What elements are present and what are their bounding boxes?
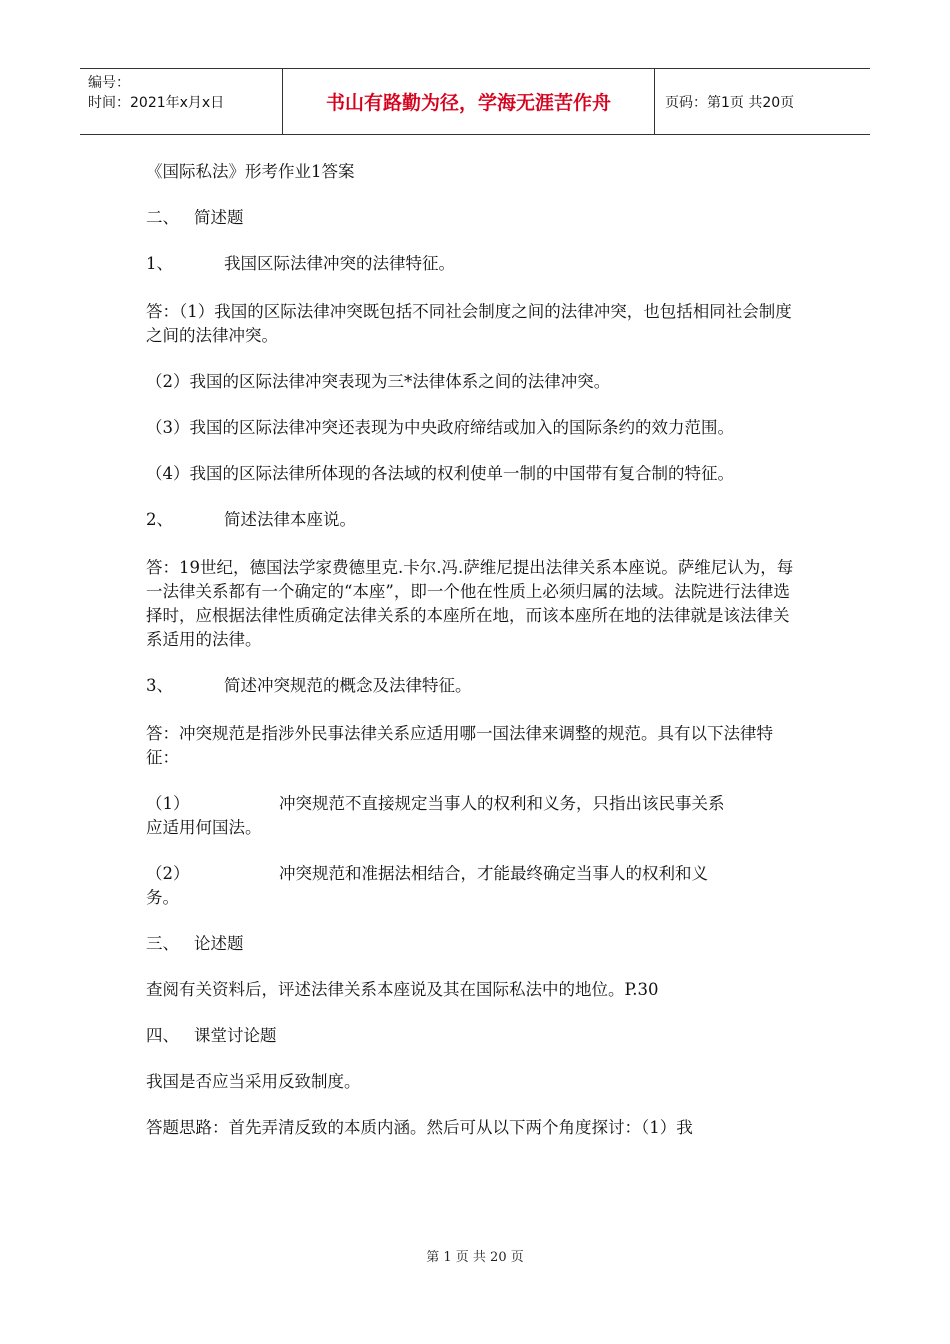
point-number: （1） bbox=[146, 794, 190, 813]
answer-1-point-3: （3）我国的区际法律冲突还表现为中央政府缔结或加入的国际条约的效力范围。 bbox=[146, 418, 734, 437]
answer-2: 答：19世纪，德国法学家费德里克.卡尔.冯.萨维尼提出法律关系本座说。萨维尼认为，每一法律关系都有一个确定的“本座”，即一个他在性质上必须归属的法域。法院进行法律选择时，应根据法律性质确定法律关系的本座所在地，而该本座所在地的法律就是该法律关系适用的法律。 bbox=[146, 558, 794, 649]
header-motto: 书山有路勤为径，学海无涯苦作舟 bbox=[283, 69, 655, 134]
section-number: 三、 bbox=[146, 934, 179, 953]
section-number: 四、 bbox=[146, 1026, 179, 1045]
question-text: 简述冲突规范的概念及法律特征。 bbox=[224, 676, 472, 695]
answer-1-point-4: （4）我国的区际法律所体现的各法域的权利使单一制的中国带有复合制的特征。 bbox=[146, 464, 734, 483]
number-label: 编号： bbox=[88, 75, 130, 91]
question-1 bbox=[146, 252, 801, 276]
question-text: 我国区际法律冲突的法律特征。 bbox=[224, 254, 455, 273]
header-page-info: 页码：第1页 共20页 bbox=[665, 94, 795, 111]
question-text: 简述法律本座说。 bbox=[224, 510, 356, 529]
question-number: 3、 bbox=[146, 676, 173, 695]
discussion-question: 我国是否应当采用反致制度。 bbox=[146, 1072, 361, 1091]
essay-question: 查阅有关资料后，评述法律关系本座说及其在国际私法中的地位。P.30 bbox=[146, 980, 659, 999]
answer-1-point-2: （2）我国的区际法律冲突表现为三*法律体系之间的法律冲突。 bbox=[146, 372, 611, 391]
page-header bbox=[80, 68, 870, 135]
doc-title: 《国际私法》形考作业1答案 bbox=[146, 162, 355, 181]
point-number: （2） bbox=[146, 864, 190, 883]
section-heading-3 bbox=[146, 932, 801, 956]
question-number: 1、 bbox=[146, 254, 173, 273]
section-number: 二、 bbox=[146, 208, 179, 227]
section-title: 简述题 bbox=[194, 208, 244, 227]
point-text-cont: 应适用何国法。 bbox=[146, 818, 262, 837]
question-number: 2、 bbox=[146, 510, 173, 529]
section-title: 论述题 bbox=[194, 934, 244, 953]
answer-3: 答：冲突规范是指涉外民事法律关系应适用哪一国法律来调整的规范。具有以下法律特征： bbox=[146, 724, 773, 767]
question-3 bbox=[146, 674, 801, 698]
section-heading-4 bbox=[146, 1024, 801, 1048]
time-label: 时间：2021年x月x日 bbox=[88, 95, 225, 111]
document-body bbox=[146, 160, 801, 1140]
section-title: 课堂讨论题 bbox=[194, 1026, 277, 1045]
answer-3-point-2 bbox=[146, 862, 801, 910]
point-text-cont: 务。 bbox=[146, 888, 179, 907]
section-heading-2 bbox=[146, 206, 801, 230]
discussion-hint: 答题思路：首先弄清反致的本质内涵。然后可从以下两个角度探讨：（1）我 bbox=[146, 1118, 693, 1137]
point-text: 冲突规范和准据法相结合，才能最终确定当事人的权利和义 bbox=[279, 864, 708, 883]
question-2 bbox=[146, 508, 801, 532]
answer-3-point-1 bbox=[146, 792, 801, 840]
point-text: 冲突规范不直接规定当事人的权利和义务，只指出该民事关系 bbox=[279, 794, 725, 813]
answer-1: 答：（1）我国的区际法律冲突既包括不同社会制度之间的法律冲突，也包括相同社会制度之间的法律冲突。 bbox=[146, 302, 792, 345]
header-meta bbox=[80, 69, 283, 134]
page-footer: 第 1 页 共 20 页 bbox=[426, 1250, 524, 1265]
